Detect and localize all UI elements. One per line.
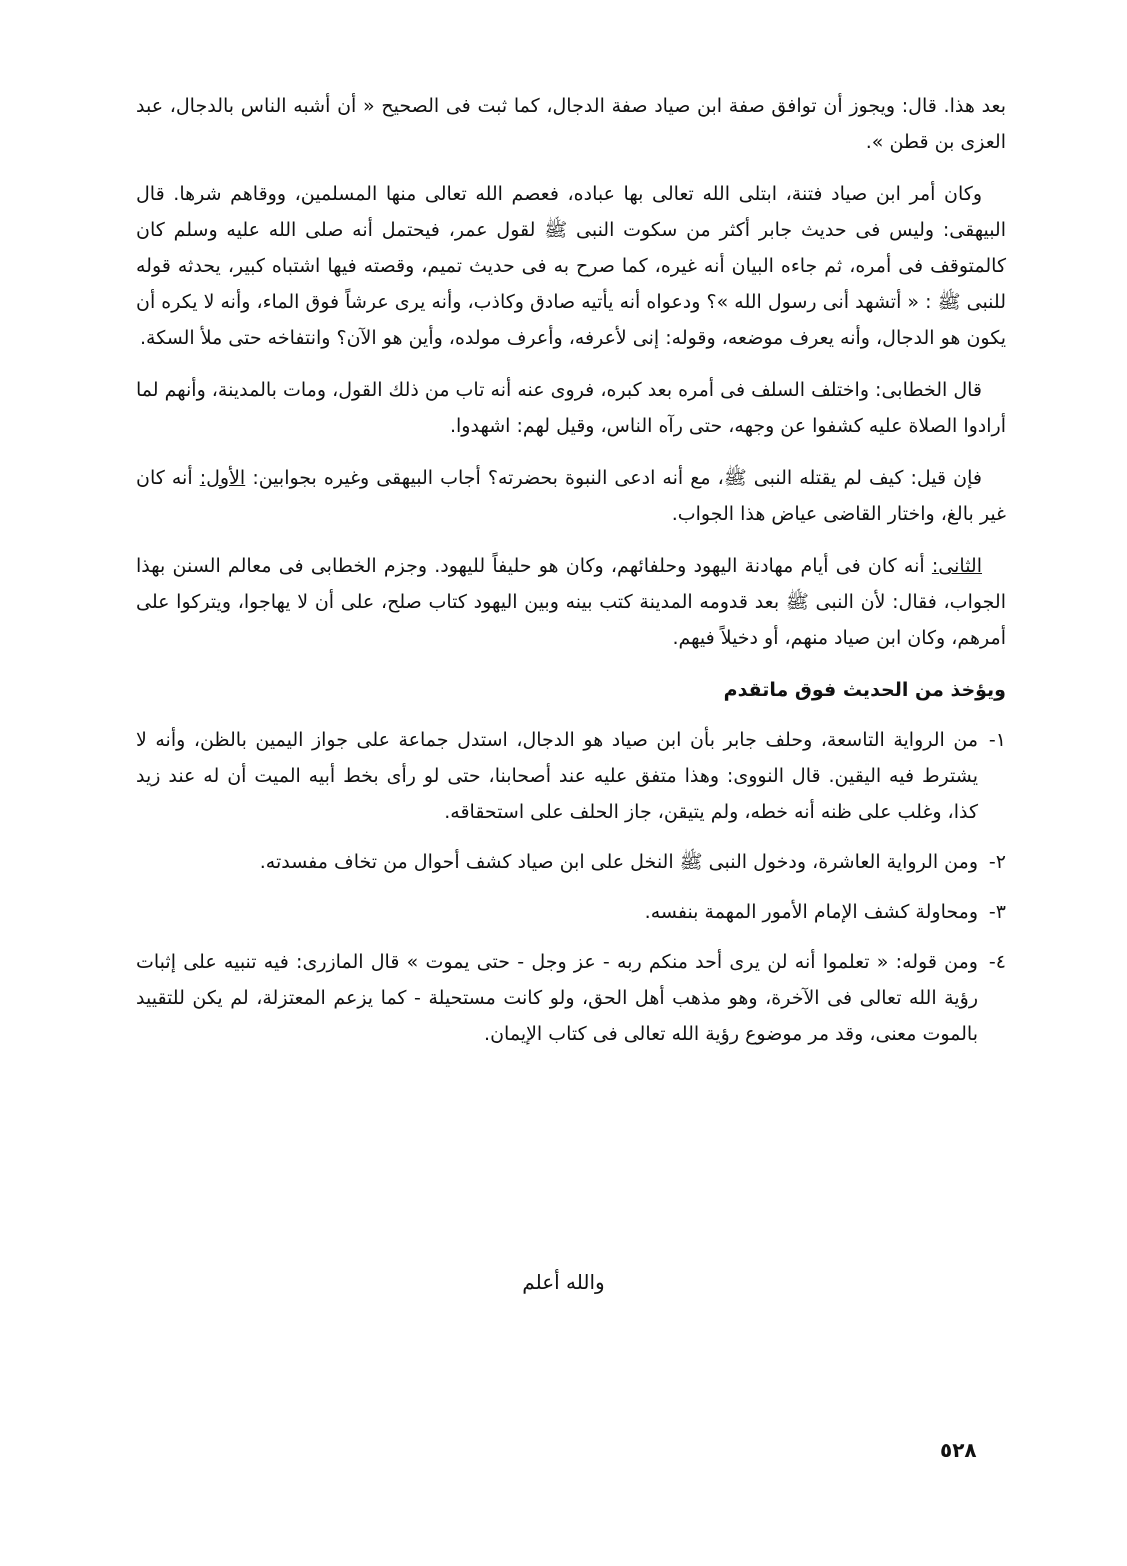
page-number: ٥٢٨: [940, 1438, 977, 1462]
list-item-text: ومحاولة كشف الإمام الأمور المهمة بنفسه.: [644, 901, 978, 923]
list-item: [136, 894, 1006, 930]
page-body: [136, 88, 1006, 1066]
list-item-number: ٢-: [988, 851, 1006, 873]
paragraph-3: قال الخطابى: واختلف السلف فى أمره بعد كبره، فروى عنه أنه تاب من ذلك القول، ومات بالمدينة، وأنهم لما أرادوا الصلاة عليه كشفوا عن وجهه، حتى رآه الناس، وقيل لهم: اشهدوا.: [136, 379, 1006, 437]
benefits-list: [136, 722, 1006, 1052]
second-answer-text: أنه كان فى أيام مهادنة اليهود وحلفائهم، وكان هو حليفاً لليهود. وجزم الخطابى فى معالم السنن بهذا الجواب، فقال: لأن النبى ﷺ بعد قدومه المدينة كتب بينه وبين اليهود كتاب صلح، على أن لا يهاجوا، ويتركوا على أمرهم، وكان ابن صياد منهم، أو دخيلاً فيهم.: [136, 555, 1006, 649]
second-answer-label: الثانى:: [931, 555, 982, 577]
list-item-number: ٣-: [988, 901, 1006, 923]
question-paragraph: [136, 460, 1006, 532]
list-item-text: من الرواية التاسعة، وحلف جابر بأن ابن صياد هو الدجال، استدل جماعة على جواز اليمين بالظن، وأنه لا يشترط فيه اليقين. قال النووى: وهذا متفق عليه عند أصحابنا، حتى لو رأى بخط أبيه الميت أن له عند زيد كذا، وغلب على ظنه أنه خطه، ولم يتيقن، جاز الحلف على استحقاقه.: [136, 729, 978, 823]
closing-phrase: والله أعلم: [522, 1270, 605, 1294]
list-item-text: ومن قوله: « تعلموا أنه لن يرى أحد منكم ربه - عز وجل - حتى يموت » قال المازرى: فيه تنبيه على إثبات رؤية الله تعالى فى الآخرة، وهو مذهب أهل الحق، ولو كانت مستحيلة - كما يزعم المعتزلة، لم يكن للتقييد بالموت معنى، وقد مر موضوع رؤية الله تعالى فى كتاب الإيمان.: [136, 951, 978, 1045]
list-item-number: ٤-: [988, 951, 1006, 973]
second-answer-paragraph: [136, 548, 1006, 656]
section-heading: ويؤخذ من الحديث فوق ماتقدم: [723, 679, 1006, 701]
question-intro: فإن قيل: كيف لم يقتله النبى ﷺ، مع أنه ادعى النبوة بحضرته؟ أجاب البيهقى وغيره بجوابين:: [252, 467, 983, 489]
list-item: [136, 944, 1006, 1052]
first-answer-label: الأول:: [199, 467, 246, 489]
first-answer-text: أنه كان غير بالغ، واختار القاضى عياض هذا الجواب.: [136, 467, 1006, 525]
paragraph-1: بعد هذا. قال: ويجوز أن توافق صفة ابن صياد صفة الدجال، كما ثبت فى الصحيح « أن أشبه الناس بالدجال، عبد العزى بن قطن ».: [136, 95, 1006, 153]
list-item: [136, 722, 1006, 830]
list-item-number: ١-: [988, 729, 1006, 751]
list-item-text: ومن الرواية العاشرة، ودخول النبى ﷺ النخل على ابن صياد كشف أحوال من تخاف مفسدته.: [259, 851, 978, 873]
list-item: [136, 844, 1006, 880]
paragraph-2: وكان أمر ابن صياد فتنة، ابتلى الله تعالى بها عباده، فعصم الله تعالى منها المسلمين، ووقاهم شرها. قال البيهقى: وليس فى حديث جابر أكثر من سكوت النبى ﷺ لقول عمر، فيحتمل أنه صلى الله عليه وسلم كان كالمتوقف فى أمره، ثم جاءه البيان أنه غيره، كما صرح به فى حديث تميم، وقصته فيها اشتباه كبير، يحدثه قوله للنبى ﷺ : « أتشهد أنى رسول الله »؟ ودعواه أنه يأتيه صادق وكاذب، وأنه يرى عرشاً فوق الماء، وأنه لا يكره أن يكون هو الدجال، وأنه يعرف موضعه، وقوله: إنى لأعرفه، وأعرف مولده، وأين هو الآن؟ وانتفاخه حتى ملأ السكة.: [136, 183, 1006, 349]
